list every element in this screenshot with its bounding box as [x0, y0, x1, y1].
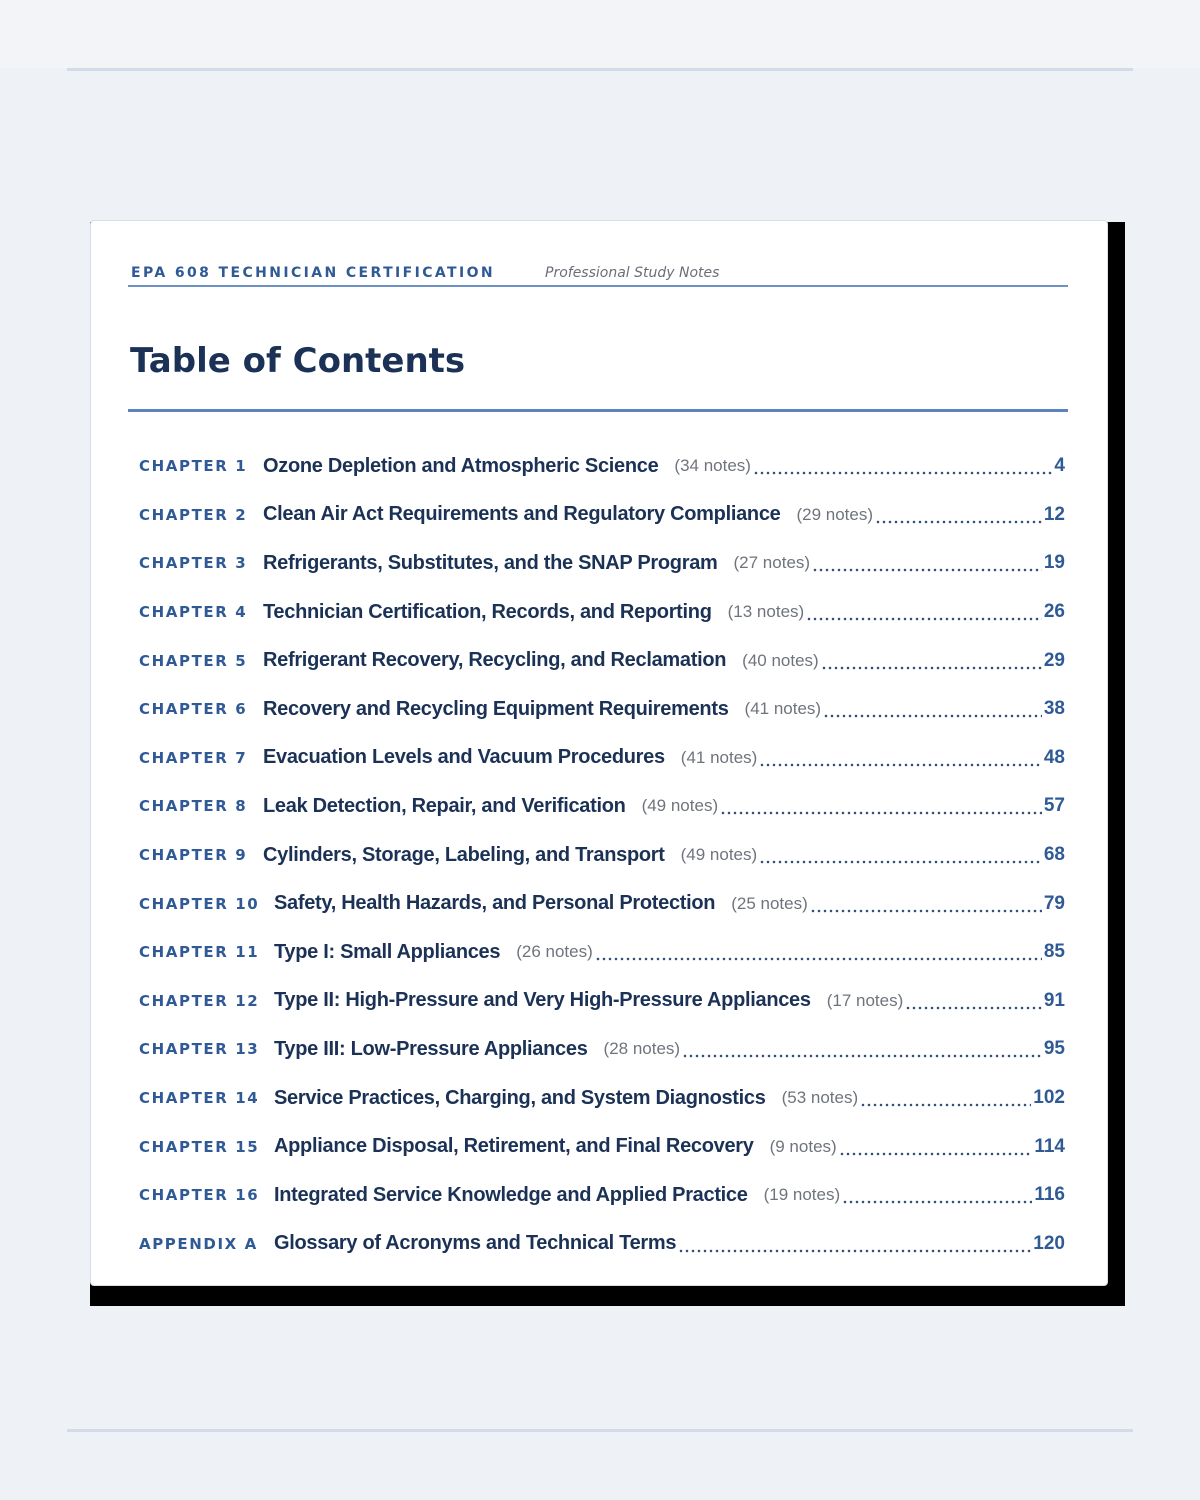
- toc-dot-leader: [595, 943, 1042, 963]
- toc-entry-title[interactable]: Technician Certification, Records, and Reporting: [263, 600, 712, 623]
- toc-entry-notes: (40 notes): [742, 650, 819, 670]
- toc-entry-page-number[interactable]: 102: [1033, 1087, 1065, 1109]
- toc-dot-leader: [810, 895, 1042, 915]
- toc-entry-notes: (13 notes): [727, 602, 805, 622]
- toc-entry-notes: (49 notes): [680, 845, 758, 865]
- title-divider: [128, 409, 1068, 412]
- toc-entry[interactable]: [139, 831, 1065, 880]
- toc-entry-notes: (19 notes): [763, 1185, 841, 1205]
- toc-entry-label: CHAPTER 4: [139, 603, 248, 622]
- toc-entry-title[interactable]: Cylinders, Storage, Labeling, and Transport: [263, 843, 665, 866]
- toc-entry[interactable]: [139, 1025, 1065, 1074]
- toc-entry[interactable]: [139, 1074, 1065, 1123]
- toc-entry-page-number[interactable]: 116: [1034, 1184, 1065, 1206]
- toc-entry-notes: (53 notes): [781, 1088, 859, 1108]
- toc-entry-title[interactable]: Glossary of Acronyms and Technical Terms: [274, 1232, 677, 1255]
- bottom-divider: [67, 1429, 1133, 1432]
- toc-entry-label: CHAPTER 8: [139, 797, 248, 816]
- toc-entry-label: CHAPTER 16: [139, 1186, 260, 1205]
- toc-entry[interactable]: [139, 1220, 1065, 1269]
- toc-dot-leader: [823, 700, 1042, 720]
- toc-entry[interactable]: [139, 442, 1065, 491]
- toc-entry-label: CHAPTER 1: [139, 457, 248, 476]
- top-bar: [0, 0, 1200, 68]
- toc-entry-notes: (49 notes): [641, 796, 719, 816]
- toc-entry-title[interactable]: Type I: Small Appliances: [274, 940, 501, 963]
- toc-entry-notes: (34 notes): [674, 456, 751, 476]
- toc-entry-label: CHAPTER 12: [139, 991, 260, 1010]
- page-title: Table of Contents: [130, 341, 466, 381]
- toc-entry-page-number[interactable]: 19: [1043, 552, 1065, 574]
- top-divider: [67, 68, 1133, 71]
- toc-entry[interactable]: [139, 685, 1065, 734]
- toc-entry[interactable]: [139, 636, 1065, 685]
- toc-entry-title[interactable]: Integrated Service Knowledge and Applied Practice: [274, 1183, 748, 1206]
- toc-dot-leader: [812, 554, 1042, 574]
- toc-entry-page-number[interactable]: 12: [1043, 503, 1065, 525]
- toc-entry-label: CHAPTER 11: [139, 943, 260, 962]
- toc-entry-label: CHAPTER 3: [139, 554, 248, 573]
- toc-entry-label: APPENDIX A: [139, 1234, 258, 1253]
- toc-entry-title[interactable]: Evacuation Levels and Vacuum Procedures: [263, 746, 665, 769]
- toc-dot-leader: [842, 1186, 1032, 1206]
- toc-entry[interactable]: [139, 1122, 1065, 1171]
- toc-entry-title[interactable]: Appliance Disposal, Retirement, and Final Recovery: [274, 1135, 754, 1158]
- toc-entry-title[interactable]: Refrigerants, Substitutes, and the SNAP Program: [263, 551, 718, 574]
- toc-entry-notes: (25 notes): [731, 893, 808, 913]
- toc-entry[interactable]: [139, 491, 1065, 540]
- toc-entry-title[interactable]: Leak Detection, Repair, and Verification: [263, 794, 626, 817]
- toc-entry-notes: (26 notes): [516, 942, 593, 962]
- toc-entry-title[interactable]: Clean Air Act Requirements and Regulatory Compliance: [263, 503, 781, 526]
- toc-dot-leader: [905, 992, 1042, 1012]
- toc-entry-notes: (27 notes): [733, 553, 811, 573]
- running-header-subtitle: Professional Study Notes: [545, 265, 720, 281]
- toc-entry-page-number[interactable]: 4: [1054, 455, 1065, 477]
- toc-list: [139, 442, 1065, 1268]
- toc-entry-notes: (41 notes): [744, 699, 822, 719]
- toc-entry-title[interactable]: Refrigerant Recovery, Recycling, and Reclamation: [263, 649, 727, 672]
- toc-entry[interactable]: [139, 734, 1065, 783]
- toc-dot-leader: [678, 1235, 1031, 1255]
- toc-entry-page-number[interactable]: 48: [1043, 746, 1065, 768]
- toc-entry-label: CHAPTER 15: [139, 1137, 260, 1156]
- toc-entry-notes: (17 notes): [826, 990, 904, 1010]
- toc-entry[interactable]: [139, 977, 1065, 1026]
- toc-dot-leader: [753, 457, 1052, 477]
- toc-entry-label: CHAPTER 2: [139, 505, 248, 524]
- toc-entry-label: CHAPTER 7: [139, 748, 248, 767]
- toc-entry[interactable]: [139, 782, 1065, 831]
- toc-entry-title[interactable]: Type II: High-Pressure and Very High-Pressure Appliances: [274, 989, 811, 1012]
- toc-dot-leader: [682, 1040, 1042, 1060]
- toc-entry-page-number[interactable]: 38: [1043, 698, 1065, 720]
- toc-entry-notes: (41 notes): [680, 747, 758, 767]
- toc-entry-notes: (29 notes): [796, 504, 874, 524]
- toc-entry-label: CHAPTER 6: [139, 700, 248, 719]
- toc-entry[interactable]: [139, 539, 1065, 588]
- toc-entry-page-number[interactable]: 57: [1043, 795, 1065, 817]
- running-header: [128, 257, 1068, 287]
- running-header-brand: EPA 608 TECHNICIAN CERTIFICATION: [131, 265, 496, 281]
- toc-entry-label: CHAPTER 5: [139, 651, 248, 670]
- toc-entry[interactable]: [139, 928, 1065, 977]
- toc-entry-title[interactable]: Ozone Depletion and Atmospheric Science: [263, 454, 659, 477]
- toc-dot-leader: [720, 797, 1042, 817]
- toc-dot-leader: [839, 1138, 1033, 1158]
- toc-dot-leader: [860, 1089, 1031, 1109]
- toc-entry-title[interactable]: Recovery and Recycling Equipment Requirements: [263, 697, 729, 720]
- toc-entry-page-number[interactable]: 120: [1033, 1232, 1065, 1254]
- toc-dot-leader: [875, 506, 1042, 526]
- toc-entry-notes: (28 notes): [603, 1039, 681, 1059]
- toc-entry-notes: (9 notes): [769, 1136, 837, 1156]
- toc-entry[interactable]: [139, 1171, 1065, 1220]
- toc-entry-page-number[interactable]: 68: [1043, 844, 1065, 866]
- toc-entry-title[interactable]: Type III: Low-Pressure Appliances: [274, 1037, 588, 1060]
- document-page: [90, 220, 1108, 1286]
- toc-dot-leader: [759, 749, 1042, 769]
- toc-entry-label: CHAPTER 10: [139, 894, 260, 913]
- toc-entry-label: CHAPTER 13: [139, 1040, 260, 1059]
- toc-entry-page-number[interactable]: 79: [1043, 892, 1065, 914]
- toc-entry-title[interactable]: Service Practices, Charging, and System Diagnostics: [274, 1086, 766, 1109]
- toc-entry-page-number[interactable]: 95: [1043, 1038, 1065, 1060]
- toc-dot-leader: [806, 603, 1042, 623]
- toc-entry-page-number[interactable]: 85: [1043, 941, 1065, 963]
- toc-entry[interactable]: [139, 588, 1065, 637]
- toc-entry-title[interactable]: Safety, Health Hazards, and Personal Protection: [274, 892, 716, 915]
- toc-entry-page-number[interactable]: 114: [1034, 1135, 1065, 1157]
- toc-entry-page-number[interactable]: 91: [1043, 989, 1065, 1011]
- toc-dot-leader: [759, 846, 1042, 866]
- toc-entry-page-number[interactable]: 29: [1043, 649, 1065, 671]
- toc-entry-page-number[interactable]: 26: [1043, 601, 1065, 623]
- toc-dot-leader: [821, 652, 1042, 672]
- toc-entry-label: CHAPTER 9: [139, 846, 248, 865]
- toc-entry-label: CHAPTER 14: [139, 1089, 260, 1108]
- toc-entry[interactable]: [139, 879, 1065, 928]
